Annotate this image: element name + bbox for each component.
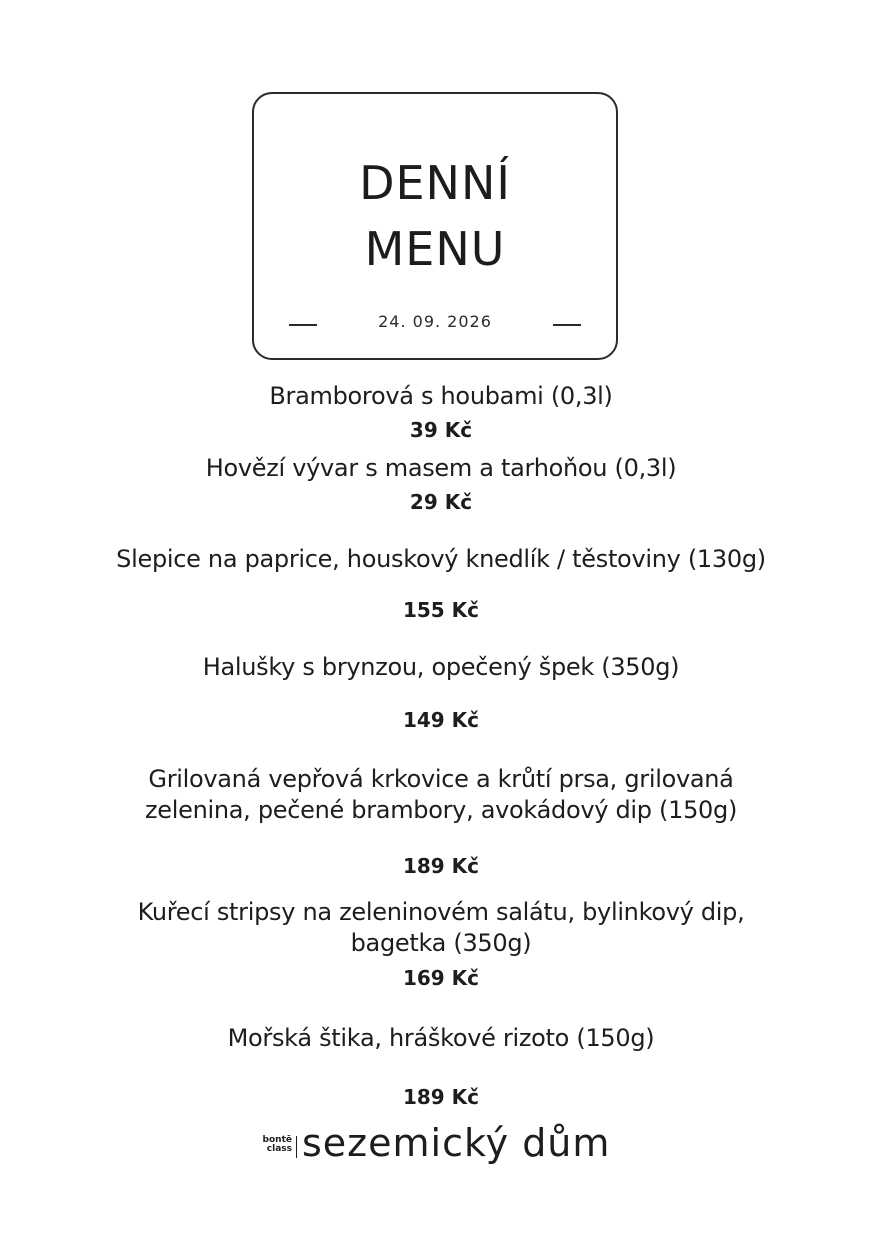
logo-small-line2: class	[266, 1144, 292, 1154]
menu-item	[60, 652, 822, 742]
menu-item	[60, 453, 822, 523]
decorative-dash-right	[553, 324, 581, 326]
date-row	[254, 312, 616, 336]
menu-item	[140, 764, 742, 884]
menu-header-box	[252, 92, 618, 360]
dish-price: 189 Kč	[402, 1085, 480, 1109]
restaurant-logo	[256, 1121, 626, 1170]
dish-price: 155 Kč	[402, 598, 480, 622]
dish-name: Slepice na paprice, houskový knedlík / těstoviny (130g)	[116, 545, 766, 573]
dish-name: Grilovaná vepřová krkovice a krůtí prsa, grilovaná zelenina, pečené brambory, avokádový dip (150g)	[144, 765, 738, 824]
menu-title-line2: MENU	[364, 222, 506, 276]
dish-name: Kuřecí stripsy na zeleninovém salátu, bylinkový dip, bagetka (350g)	[137, 898, 745, 957]
dish-price: 189 Kč	[402, 854, 480, 878]
dish-price: 39 Kč	[409, 418, 473, 442]
menu-item	[60, 381, 822, 451]
dish-name: Hovězí vývar s masem a tarhoňou (0,3l)	[205, 454, 677, 482]
menu-item	[120, 897, 762, 997]
dish-name: Bramborová s houbami (0,3l)	[269, 382, 613, 410]
menu-item	[60, 544, 822, 634]
menu-item	[60, 1023, 822, 1113]
logo-small-line1: bontē	[262, 1135, 292, 1145]
dish-name: Mořská štika, hráškové rizoto (150g)	[227, 1024, 655, 1052]
menu-title-line1: DENNÍ	[359, 156, 511, 210]
dish-price: 169 Kč	[402, 966, 480, 990]
logo-separator	[296, 1136, 297, 1158]
menu-date: 24. 09. 2026	[378, 312, 492, 331]
dish-name: Halušky s brynzou, opečený špek (350g)	[202, 653, 680, 681]
dish-price: 149 Kč	[402, 708, 480, 732]
logo-name: sezemický dům	[302, 1121, 611, 1165]
dish-price: 29 Kč	[409, 490, 473, 514]
logo-small-text	[256, 1136, 292, 1154]
